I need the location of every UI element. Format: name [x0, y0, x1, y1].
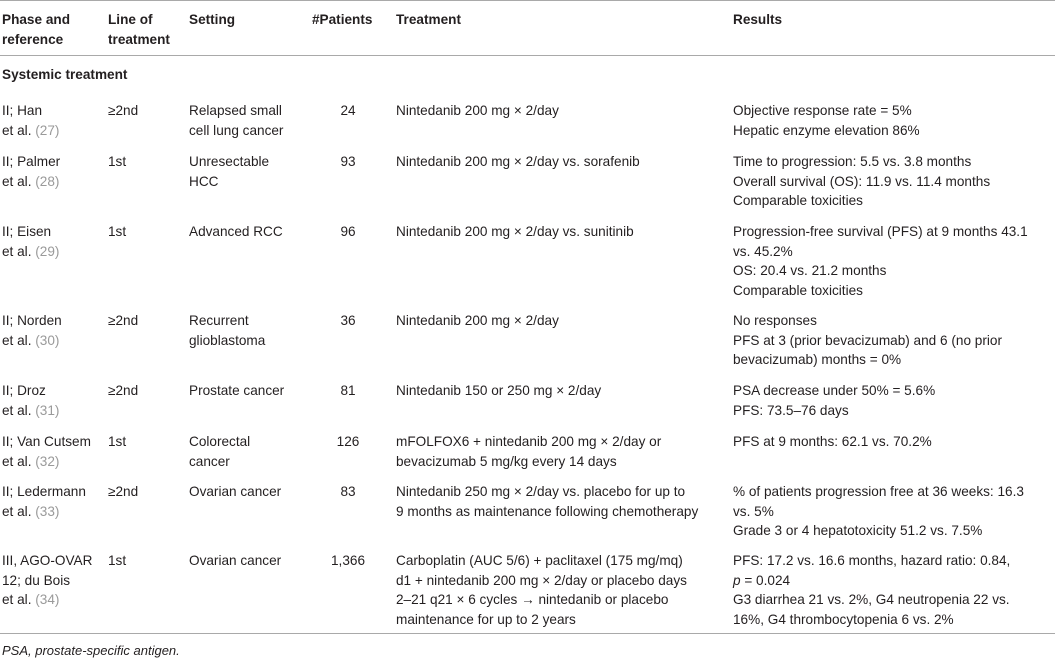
row-7-reference-link[interactable]: (33): [35, 503, 60, 519]
header-phase: [2, 10, 70, 49]
row-8-phase-text: III, AGO-OVAR: [2, 553, 93, 568]
row-3-results: [733, 222, 1028, 300]
row-7-phase-etal: et al.: [2, 503, 36, 519]
row-1-setting-l1: Relapsed small: [189, 103, 282, 118]
row-8-results: [733, 551, 1010, 629]
header-phase-line1: Phase and: [2, 12, 70, 27]
row-6-phase-etal: et al.: [2, 453, 36, 469]
row-7-results-l2: vs. 5%: [733, 503, 774, 519]
row-1-setting-l2: cell lung cancer: [189, 122, 284, 138]
row-5-phase-etal: et al.: [2, 402, 36, 418]
row-8-treatment-l2: d1 + nintedanib 200 mg × 2/day or placebo days: [396, 572, 687, 588]
row-4-line: ≥2nd: [108, 313, 139, 328]
row-6-line: 1st: [108, 434, 127, 449]
row-7-results: [733, 482, 1024, 541]
row-6-setting: [189, 432, 250, 471]
row-7-setting-l1: Ovarian cancer: [189, 484, 282, 499]
row-3-phase-text: II; Eisen: [2, 224, 52, 239]
row-3-reference-link[interactable]: (29): [35, 243, 60, 259]
row-7-results-l3: Grade 3 or 4 hepatotoxicity 51.2 vs. 7.5%: [733, 523, 983, 538]
row-3-results-l1: Progression-free survival (PFS) at 9 months 43.1: [733, 224, 1028, 239]
row-8-treatment-l4: maintenance for up to 2 years: [396, 611, 576, 627]
row-7-phase-ref-line: [2, 502, 86, 522]
row-4-treatment-l1: Nintedanib 200 mg × 2/day: [396, 313, 559, 328]
row-2-results-l1: Time to progression: 5.5 vs. 3.8 months: [733, 154, 972, 169]
header-rule: [0, 55, 1055, 56]
row-7-treatment-l1: Nintedanib 250 mg × 2/day vs. placebo for up to: [396, 484, 686, 499]
row-3-results-l3: OS: 20.4 vs. 21.2 months: [733, 263, 887, 278]
row-6-setting-l2: cancer: [189, 453, 230, 469]
row-2-phase-etal: et al.: [2, 173, 36, 189]
row-5-setting-l1: Prostate cancer: [189, 383, 285, 398]
row-1-phase: [2, 101, 59, 140]
section-systemic-treatment: Systemic treatment: [2, 67, 128, 82]
row-1-patients: 24: [340, 103, 356, 118]
row-2-phase-ref-line: [2, 172, 60, 192]
row-6-setting-l1: Colorectal: [189, 434, 251, 449]
row-6-treatment-l1: mFOLFOX6 + nintedanib 200 mg × 2/day or: [396, 434, 662, 449]
row-1-phase-text: II; Han: [2, 103, 43, 118]
row-6-results-l1: PFS at 9 months: 62.1 vs. 70.2%: [733, 434, 932, 449]
row-5-treatment: [396, 381, 601, 401]
row-8-line: 1st: [108, 553, 127, 568]
row-4-phase-ref-line: [2, 331, 62, 351]
row-7-phase: [2, 482, 86, 521]
row-5-line: ≥2nd: [108, 383, 139, 398]
row-2-setting-l2: HCC: [189, 173, 219, 189]
row-6-results: [733, 432, 932, 452]
row-5-setting: [189, 381, 284, 401]
row-7-phase-text: II; Ledermann: [2, 484, 86, 499]
header-line-line1: Line of: [108, 12, 153, 27]
header-phase-line2: reference: [2, 31, 64, 47]
row-2-setting: [189, 152, 269, 191]
row-1-treatment-l1: Nintedanib 200 mg × 2/day: [396, 103, 559, 118]
row-1-results: [733, 101, 920, 140]
row-8-phase-ref-line: [2, 590, 92, 610]
row-4-results-l2: PFS at 3 (prior bevacizumab) and 6 (no prior: [733, 332, 1002, 348]
row-4-treatment: [396, 311, 559, 331]
row-2-patients: 93: [340, 154, 356, 169]
row-2-treatment: [396, 152, 640, 172]
row-6-phase-ref-line: [2, 452, 91, 472]
row-6-treatment-l2: bevacizumab 5 mg/kg every 14 days: [396, 453, 617, 469]
row-7-line: ≥2nd: [108, 484, 139, 499]
row-1-phase-ref-line: [2, 121, 59, 141]
row-1-phase-etal: et al.: [2, 122, 36, 138]
row-4-results-l3: bevacizumab) months = 0%: [733, 352, 902, 367]
row-1-results-l2: Hepatic enzyme elevation 86%: [733, 122, 920, 138]
row-3-phase-etal: et al.: [2, 243, 36, 259]
row-7-setting: [189, 482, 281, 502]
row-6-treatment: [396, 432, 661, 471]
row-2-line: 1st: [108, 154, 127, 169]
row-1-setting: [189, 101, 283, 140]
row-6-reference-link[interactable]: (32): [35, 453, 60, 469]
bottom-rule: [0, 633, 1055, 634]
row-4-results-l1: No responses: [733, 313, 817, 328]
row-2-results: [733, 152, 990, 211]
row-8-treatment: [396, 551, 687, 629]
row-8-treatment-l1: Carboplatin (AUC 5/6) + paclitaxel (175 mg/mq): [396, 553, 683, 568]
row-6-phase-text: II; Van Cutsem: [2, 434, 91, 449]
header-results: Results: [733, 12, 783, 27]
row-8-results-p-value: = 0.024: [740, 572, 791, 588]
row-8-patients: 1,366: [330, 553, 366, 568]
row-4-patients: 36: [340, 313, 356, 328]
row-7-patients: 83: [340, 484, 356, 499]
row-2-reference-link[interactable]: (28): [35, 173, 60, 189]
row-8-phase-etal: et al.: [2, 592, 36, 607]
row-4-phase: [2, 311, 62, 350]
row-5-treatment-l1: Nintedanib 150 or 250 mg × 2/day: [396, 383, 602, 398]
row-5-patients: 81: [340, 383, 356, 398]
row-5-phase-ref-line: [2, 401, 59, 421]
row-3-phase-ref-line: [2, 242, 59, 262]
row-8-treatment-l3: 2–21 q21 × 6 cycles → nintedanib or placebo: [396, 592, 669, 607]
row-3-treatment-l1: Nintedanib 200 mg × 2/day vs. sunitinib: [396, 224, 634, 239]
row-6-patients: 126: [336, 434, 360, 449]
row-1-results-l1: Objective response rate = 5%: [733, 103, 912, 118]
row-4-phase-text: II; Norden: [2, 313, 62, 328]
row-3-phase: [2, 222, 59, 261]
row-3-setting: [189, 222, 283, 242]
header-patients: #Patients: [312, 12, 373, 27]
top-rule: [0, 0, 1055, 1]
row-2-phase: [2, 152, 60, 191]
row-3-treatment: [396, 222, 634, 242]
row-2-phase-text: II; Palmer: [2, 154, 61, 169]
row-1-reference-link[interactable]: (27): [35, 122, 60, 138]
row-2-results-l3: Comparable toxicities: [733, 193, 863, 208]
row-7-treatment: [396, 482, 698, 521]
row-1-line: ≥2nd: [108, 103, 139, 118]
row-2-setting-l1: Unresectable: [189, 154, 270, 169]
row-3-results-l4: Comparable toxicities: [733, 282, 863, 298]
row-5-results-l2: PFS: 73.5–76 days: [733, 402, 849, 418]
header-line-line2: treatment: [108, 31, 170, 47]
row-8-results-l3: G3 diarrhea 21 vs. 2%, G4 neutropenia 22 vs.: [733, 592, 1010, 607]
row-4-phase-etal: et al.: [2, 332, 36, 348]
row-5-reference-link[interactable]: (31): [35, 402, 60, 418]
row-4-results: [733, 311, 1002, 370]
row-8-phase: [2, 551, 92, 610]
row-3-results-l2: vs. 45.2%: [733, 243, 793, 259]
row-5-results-l1: PSA decrease under 50% = 5.6%: [733, 383, 936, 398]
row-8-results-p-symbol: p: [733, 572, 741, 588]
row-8-results-l4: 16%, G4 thrombocytopenia 6 vs. 2%: [733, 611, 954, 627]
table-footnote: PSA, prostate-specific antigen.: [2, 643, 180, 658]
row-3-patients: 96: [340, 224, 356, 239]
row-8-setting-l1: Ovarian cancer: [189, 553, 282, 568]
row-6-phase: [2, 432, 91, 471]
header-line: [108, 10, 170, 49]
row-4-setting-l2: glioblastoma: [189, 332, 266, 348]
row-8-results-l1: PFS: 17.2 vs. 16.6 months, hazard ratio: 0.84,: [733, 553, 1011, 568]
header-treatment: Treatment: [396, 12, 461, 27]
row-5-results: [733, 381, 935, 420]
row-2-treatment-l1: Nintedanib 200 mg × 2/day vs. sorafenib: [396, 154, 640, 169]
row-3-line: 1st: [108, 224, 127, 239]
row-8-reference-link[interactable]: (34): [35, 592, 60, 607]
row-3-setting-l1: Advanced RCC: [189, 224, 283, 239]
row-4-setting: [189, 311, 265, 350]
row-5-phase: [2, 381, 59, 420]
row-4-setting-l1: Recurrent: [189, 313, 249, 328]
row-2-results-l2: Overall survival (OS): 11.9 vs. 11.4 months: [733, 173, 991, 189]
row-4-reference-link[interactable]: (30): [35, 332, 60, 348]
header-setting: Setting: [189, 12, 236, 27]
row-7-treatment-l2: 9 months as maintenance following chemotherapy: [396, 503, 699, 519]
row-8-results-l2: [733, 571, 1010, 591]
row-8-phase-text-l2: 12; du Bois: [2, 572, 71, 588]
row-1-treatment: [396, 101, 559, 121]
row-7-results-l1: % of patients progression free at 36 weeks: 16.3: [733, 484, 1024, 499]
row-8-setting: [189, 551, 281, 571]
row-5-phase-text: II; Droz: [2, 383, 46, 398]
